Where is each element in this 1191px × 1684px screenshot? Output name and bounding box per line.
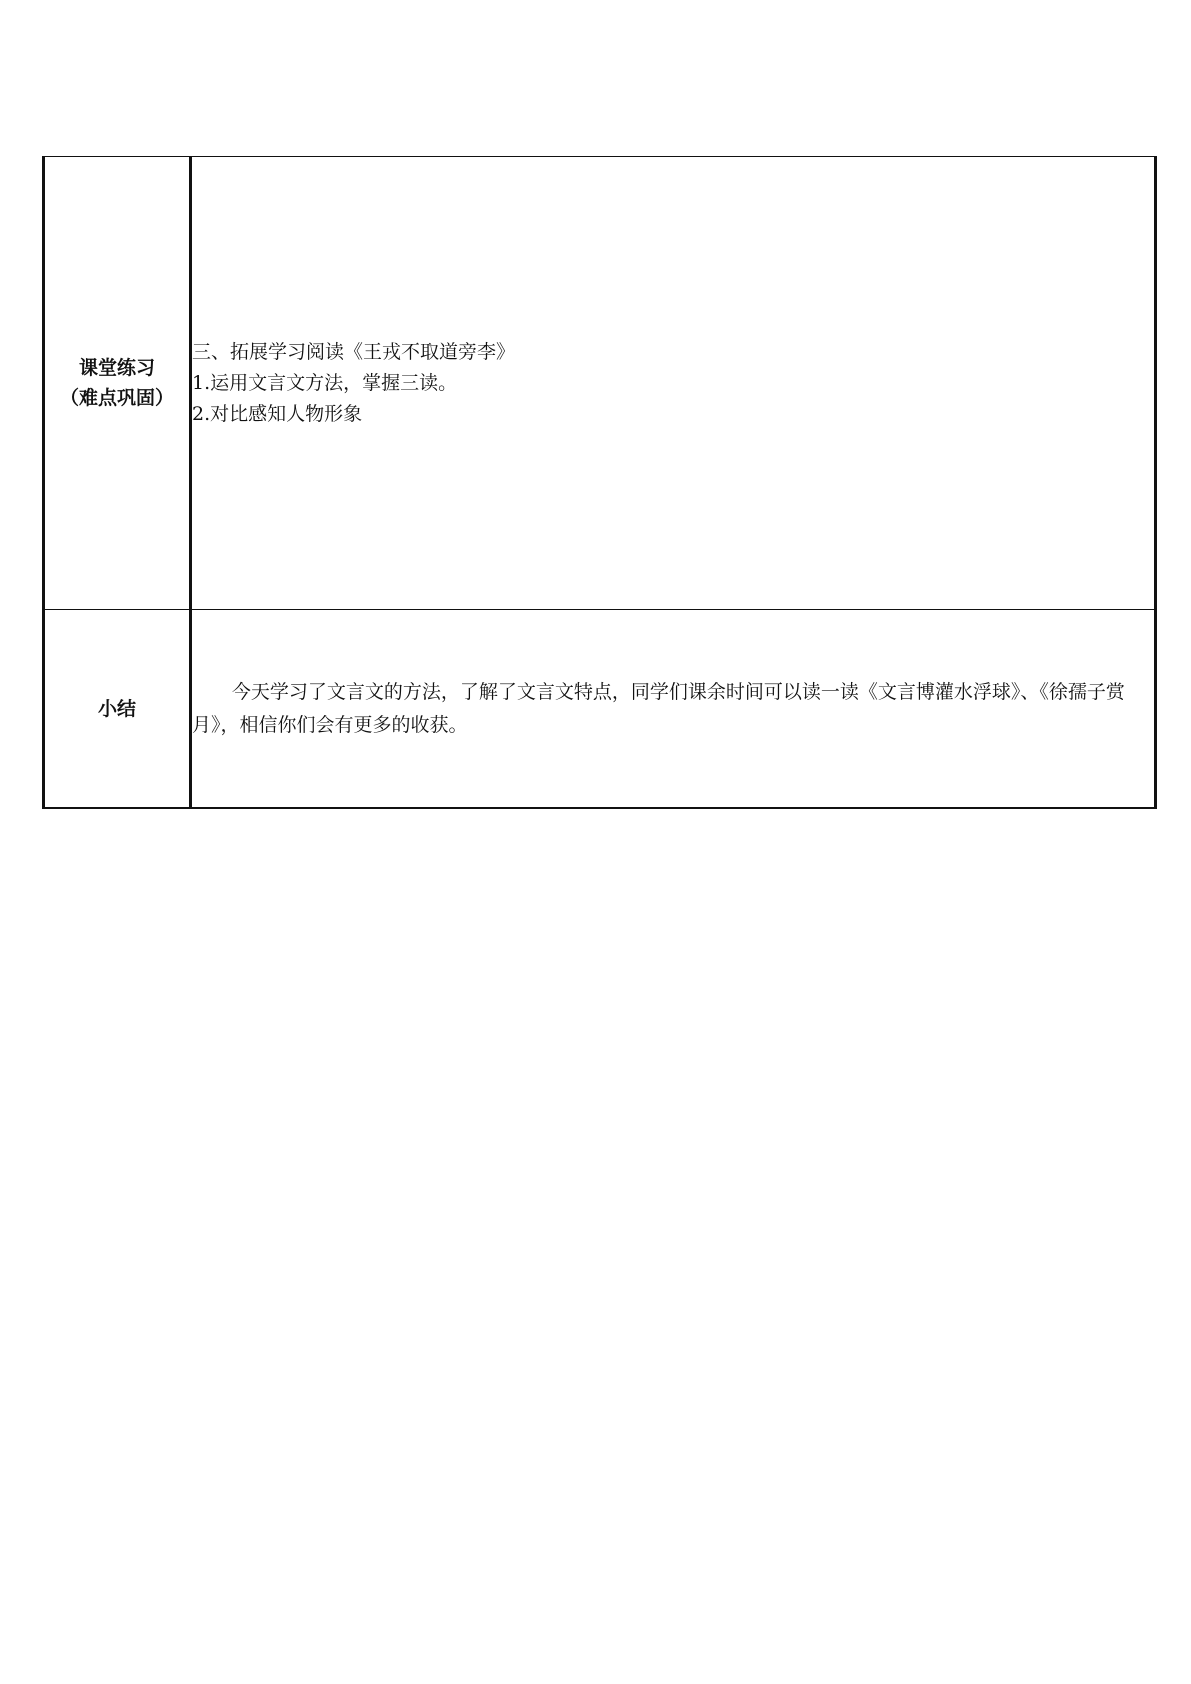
practice-line-extension-reading: 三、拓展学习阅读《王戎不取道旁李》 — [192, 340, 516, 363]
practice-label-cell — [44, 157, 191, 610]
summary-content-cell — [191, 610, 1156, 809]
practice-content-cell — [191, 157, 1156, 610]
lesson-plan-table — [42, 156, 1157, 809]
summary-label: 小结 — [97, 697, 136, 720]
practice-line-character: 2.对比感知人物形象 — [192, 402, 363, 425]
summary-paragraph: 今天学习了文言文的方法，了解了文言文特点，同学们课余时间可以读一读《文言博灌水浮球》、《徐孺子赏月》，相信你们会有更多的收获。 — [192, 680, 1125, 736]
practice-label-title: 课堂练习 — [78, 357, 155, 379]
practice-row — [44, 157, 1156, 610]
summary-label-cell — [44, 610, 191, 809]
practice-label-subtitle: （难点巩固） — [59, 387, 174, 409]
summary-row — [44, 610, 1156, 809]
practice-line-method: 1.运用文言文方法，掌握三读。 — [192, 371, 458, 394]
